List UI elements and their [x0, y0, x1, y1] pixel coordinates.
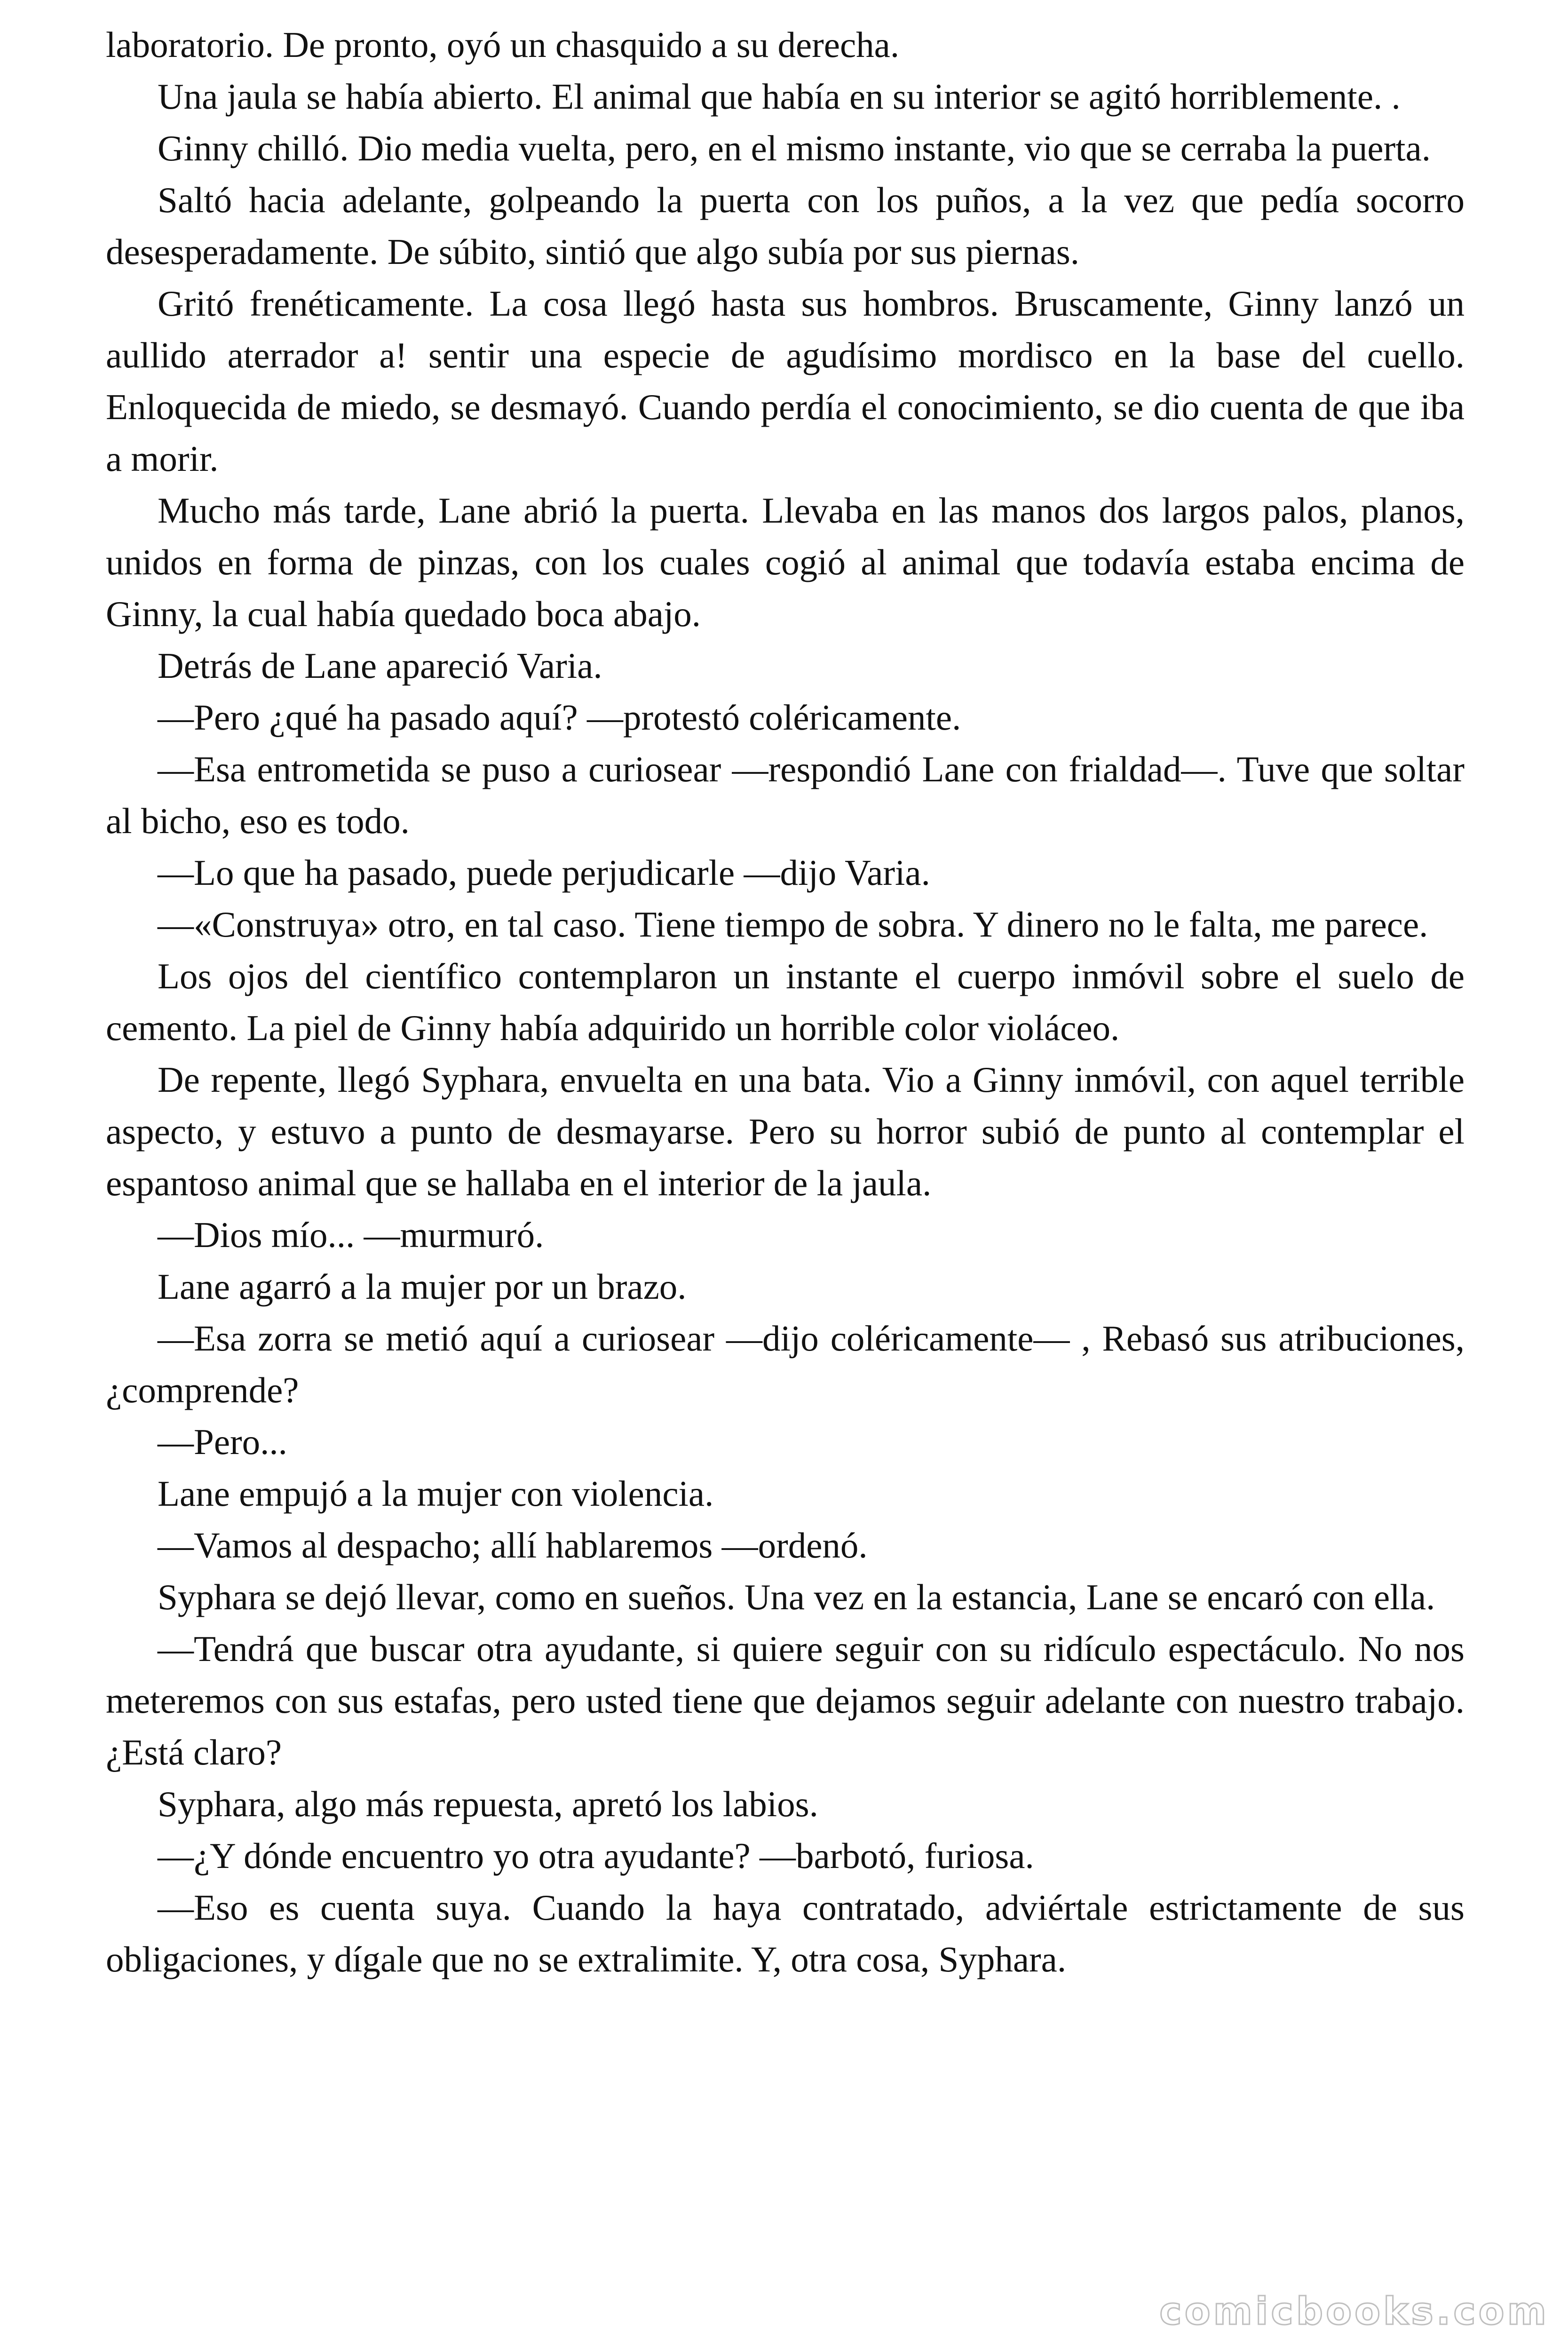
paragraph: Lane empujó a la mujer con violencia. [158, 1473, 714, 1514]
paragraph: Una jaula se había abierto. El animal que había en su interior se agitó horriblemente. . [158, 76, 1401, 117]
paragraph: —Esa entrometida se puso a curiosear —respondió Lane con frialdad—. Tuve que soltar al bicho, eso es todo. [106, 749, 1465, 841]
paragraph: Mucho más tarde, Lane abrió la puerta. Llevaba en las manos dos largos palos, planos, unidos en forma de pinzas, con los cuales cogió al animal que todavía estaba encima de Ginny, la cual había quedado boca abajo. [106, 490, 1465, 634]
paragraph: —Eso es cuenta suya. Cuando la haya contratado, adviértale estrictamente de sus obligaciones, y dígale que no se extralimite. Y, otra cosa, Syphara. [106, 1887, 1465, 1979]
watermark: comicbooks.com [1159, 2289, 1549, 2333]
paragraph: —Dios mío... —murmuró. [158, 1215, 544, 1255]
paragraph: —Pero... [158, 1422, 287, 1462]
paragraph: Ginny chilló. Dio media vuelta, pero, en el mismo instante, vio que se cerraba la puerta. [158, 128, 1431, 168]
paragraph: —«Construya» otro, en tal caso. Tiene tiempo de sobra. Y dinero no le falta, me parece. [158, 904, 1428, 945]
paragraph: —¿Y dónde encuentro yo otra ayudante? —barbotó, furiosa. [158, 1836, 1034, 1876]
paragraph: —Vamos al despacho; allí hablaremos —ordenó. [158, 1525, 868, 1565]
paragraph: —Tendrá que buscar otra ayudante, si quiere seguir con su ridículo espectáculo. No nos meteremos con sus estafas, pero usted tiene que dejamos seguir adelante con nuestro trabajo. ¿Está claro? [106, 1629, 1465, 1772]
paragraph: Syphara se dejó llevar, como en sueños. Una vez en la estancia, Lane se encaró con ella. [158, 1577, 1435, 1617]
paragraph: De repente, llegó Syphara, envuelta en una bata. Vio a Ginny inmóvil, con aquel terrible aspecto, y estuvo a punto de desmayarse. Pero su horror subió de punto al contemplar el espantoso animal que se hallaba en el interior de la jaula. [106, 1059, 1465, 1203]
paragraph: —Lo que ha pasado, puede perjudicarle —dijo Varia. [158, 852, 930, 893]
paragraph-continued: laboratorio. De pronto, oyó un chasquido a su derecha. [106, 24, 900, 65]
paragraph: Los ojos del científico contemplaron un instante el cuerpo inmóvil sobre el suelo de cemento. La piel de Ginny había adquirido un horrible color violáceo. [106, 956, 1465, 1048]
paragraph: Gritó frenéticamente. La cosa llegó hasta sus hombros. Bruscamente, Ginny lanzó un aullido aterrador a! sentir una especie de agudísimo mordisco en la base del cuello. Enloquecida de miedo, se desmayó. Cuando perdía el conocimiento, se dio cuenta de que iba a morir. [106, 283, 1465, 479]
paragraph: Syphara, algo más repuesta, apretó los labios. [158, 1784, 818, 1824]
body-text [106, 19, 1465, 1985]
paragraph: Lane agarró a la mujer por un brazo. [158, 1266, 687, 1307]
paragraph: —Esa zorra se metió aquí a curiosear —dijo coléricamente— , Rebasó sus atribuciones, ¿comprende? [106, 1318, 1465, 1410]
paragraph: Saltó hacia adelante, golpeando la puerta con los puños, a la vez que pedía socorro desesperadamente. De súbito, sintió que algo subía por sus piernas. [106, 180, 1465, 272]
paragraph: Detrás de Lane apareció Varia. [158, 645, 602, 686]
paragraph: —Pero ¿qué ha pasado aquí? —protestó coléricamente. [158, 697, 961, 738]
